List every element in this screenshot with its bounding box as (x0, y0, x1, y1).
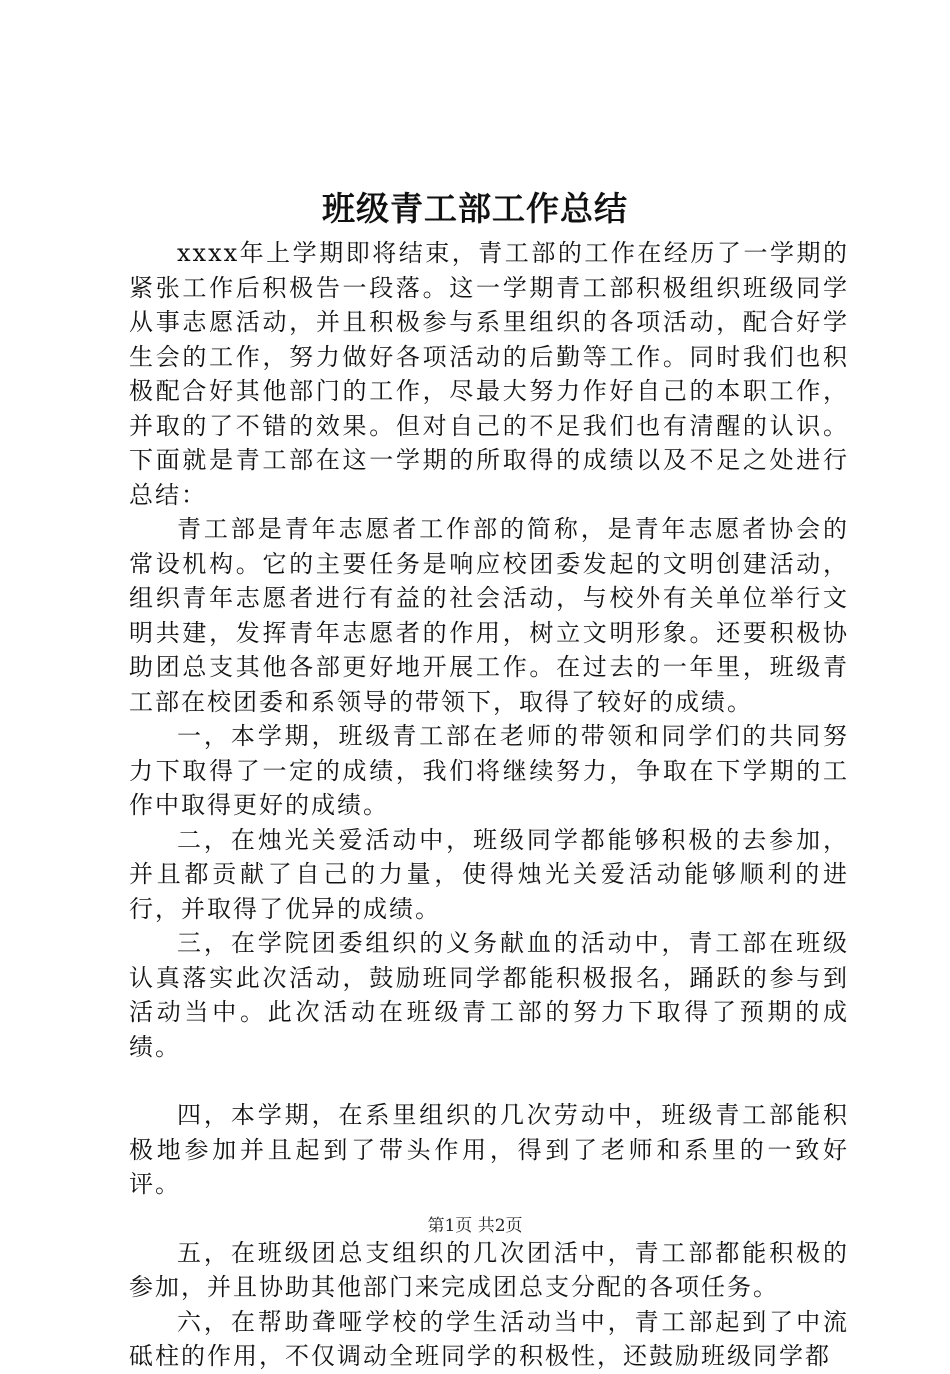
paragraph-item-3: 三，在学院团委组织的义务献血的活动中，青工部在班级认真落实此次活动，鼓励班同学都能积极报名，踊跃的参与到活动当中。此次活动在班级青工部的努力下取得了预期的成绩。 (129, 929, 849, 1061)
paragraph-item-6: 六，在帮助聋哑学校的学生活动当中，青工部起到了中流砥柱的作用，不仅调动全班同学的积极性，还鼓励班级同学都 (129, 1307, 849, 1370)
paragraph-intro: xxxx年上学期即将结束，青工部的工作在经历了一学期的紧张工作后积极告一段落。这一学期青工部积极组织班级同学从事志愿活动，并且积极参与系里组织的各项活动，配合好学生会的工作，努力做好各项活动的后勤等工作。同时我们也积极配合好其他部门的工作，尽最大努力作好自己的本职工作，并取的了不错的效果。但对自己的不足我们也有清醒的认识。下面就是青工部在这一学期的所取得的成绩以及不足之处进行总结： (129, 239, 849, 509)
document-title: 班级青工部工作总结 (322, 189, 628, 228)
document-body (129, 236, 849, 1374)
paragraph-description: 青工部是青年志愿者工作部的简称，是青年志愿者协会的常设机构。它的主要任务是响应校团委发起的文明创建活动，组织青年志愿者进行有益的社会活动，与校外有关单位举行文明共建，发挥青年志愿者的作用，树立文明形象。还要积极协助团总支其他各部更好地开展工作。在过去的一年里，班级青工部在校团委和系领导的带领下，取得了较好的成绩。 (129, 515, 849, 716)
page-footer: 第1页 共2页 (427, 1216, 523, 1236)
paragraph-item-5: 五，在班级团总支组织的几次团活中，青工部都能积极的参加，并且协助其他部门来完成团总支分配的各项任务。 (129, 1238, 849, 1301)
paragraph-item-4: 四，本学期，在系里组织的几次劳动中，班级青工部能积极地参加并且起到了带头作用，得到了老师和系里的一致好评。 (129, 1101, 849, 1198)
paragraph-item-1: 一，本学期，班级青工部在老师的带领和同学们的共同努力下取得了一定的成绩，我们将继续努力，争取在下学期的工作中取得更好的成绩。 (129, 722, 849, 819)
paragraph-item-2: 二，在烛光关爱活动中，班级同学都能够积极的去参加，并且都贡献了自己的力量，使得烛光关爱活动能够顺利的进行，并取得了优异的成绩。 (129, 825, 849, 923)
